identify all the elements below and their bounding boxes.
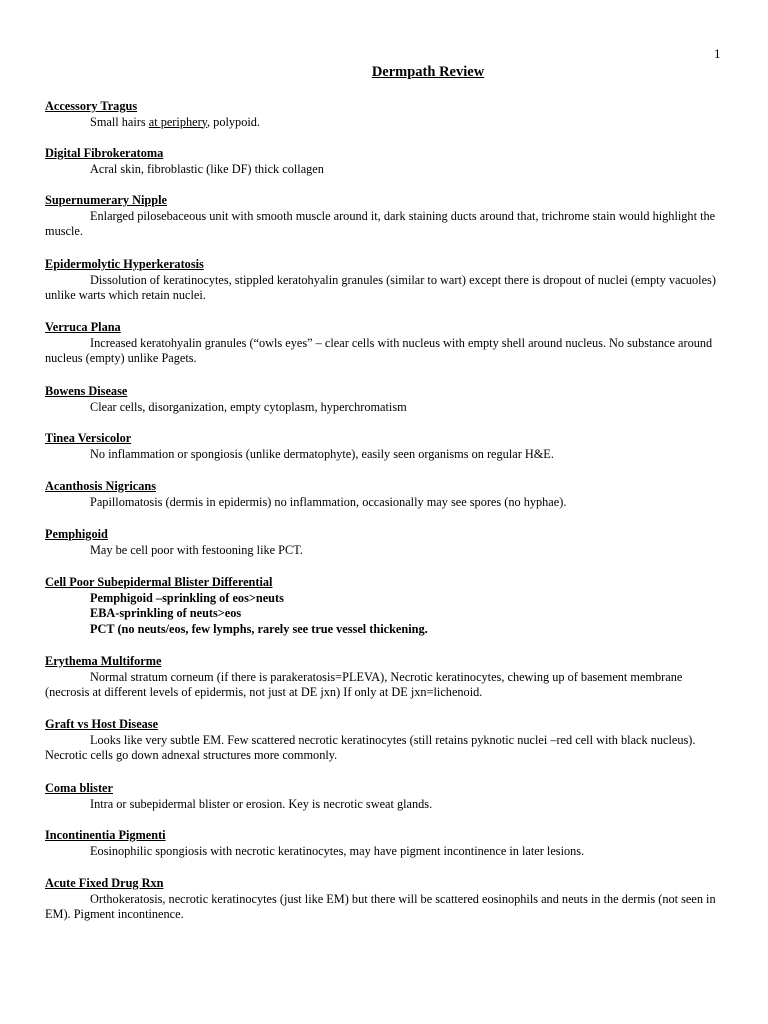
section-body: Eosinophilic spongiosis with necrotic keratinocytes, may have pigment incontinence in later lesions. [90,843,585,858]
section-body: Acral skin, fibroblastic (like DF) thick collagen [90,161,324,176]
differential-item: EBA-sprinkling of neuts>eos [90,606,242,621]
section-heading: Incontinentia Pigmenti [45,828,166,842]
section-verruca-plana [45,320,725,367]
section-cell-poor-blister-differential [45,575,725,637]
section-heading: Supernumerary Nipple [45,193,167,207]
section-incontinentia-pigmenti [45,828,725,859]
section-heading: Digital Fibrokeratoma [45,146,164,160]
section-body: Enlarged pilosebaceous unit with smooth muscle around it, dark staining ducts around that, trichrome stain would highlight the muscle. [45,208,716,239]
section-supernumerary-nipple [45,193,725,240]
section-bowens-disease [45,384,725,415]
section-body: Normal stratum corneum (if there is parakeratosis=PLEVA), Necrotic keratinocytes, chewing up of basement membrane (necrosis at different levels of epidermis, not just at DE jxn) If only at DE jxn=lichenoid. [45,669,683,700]
section-graft-vs-host [45,717,725,764]
differential-item: Pemphigoid –sprinkling of eos>neuts [90,590,284,605]
section-body: Intra or subepidermal blister or erosion. Key is necrotic sweat glands. [90,796,433,811]
section-coma-blister [45,781,725,812]
section-heading: Cell Poor Subepidermal Blister Differential [45,575,273,589]
document-title: Dermpath Review [371,64,485,80]
section-heading: Epidermolytic Hyperkeratosis [45,257,204,271]
section-heading: Pemphigoid [45,527,108,541]
differential-item: PCT (no neuts/eos, few lymphs, rarely see true vessel thickening. [90,621,428,636]
section-acute-fixed-drug-rxn [45,876,725,923]
section-heading: Acute Fixed Drug Rxn [45,876,164,890]
section-body: Clear cells, disorganization, empty cytoplasm, hyperchromatism [90,399,407,414]
section-pemphigoid [45,527,725,558]
section-body: Dissolution of keratinocytes, stippled keratohyalin granules (similar to wart) except there is dropout of nuclei (empty vacuoles) unlike warts which retain nuclei. [45,272,716,303]
section-heading: Graft vs Host Disease [45,717,159,731]
section-tinea-versicolor [45,431,725,462]
section-body: Increased keratohyalin granules (“owls eyes” – clear cells with nucleus with empty shell around nucleus. No substance around nucleus (empty) unlike Pagets. [45,335,713,366]
section-heading: Erythema Multiforme [45,654,162,668]
section-accessory-tragus [45,99,725,130]
section-body: May be cell poor with festooning like PCT. [90,542,303,557]
section-epidermolytic-hyperkeratosis [45,257,725,304]
section-heading: Bowens Disease [45,384,128,398]
section-digital-fibrokeratoma [45,146,725,177]
section-body: Small hairs at periphery, polypoid. [90,114,260,129]
section-erythema-multiforme [45,654,725,701]
page-number: 1 [714,46,721,61]
section-heading: Verruca Plana [45,320,121,334]
section-heading: Coma blister [45,781,113,795]
section-body: Looks like very subtle EM. Few scattered necrotic keratinocytes (still retains pyknotic nuclei –red cell with black nucleus). Necrotic cells go down adnexal structures more commonly. [45,732,696,763]
section-heading: Tinea Versicolor [45,431,132,445]
section-heading: Acanthosis Nigricans [45,479,157,493]
underlined-text: at periphery [148,114,208,129]
section-body: Papillomatosis (dermis in epidermis) no inflammation, occasionally may see spores (no hyphae). [90,494,567,509]
section-body: Orthokeratosis, necrotic keratinocytes (just like EM) but there will be scattered eosinophils and neuts in the dermis (not seen in EM). Pigment incontinence. [45,891,716,922]
section-body: No inflammation or spongiosis (unlike dermatophyte), easily seen organisms on regular H&E. [90,446,554,461]
section-acanthosis-nigricans [45,479,725,510]
section-heading: Accessory Tragus [45,99,138,113]
